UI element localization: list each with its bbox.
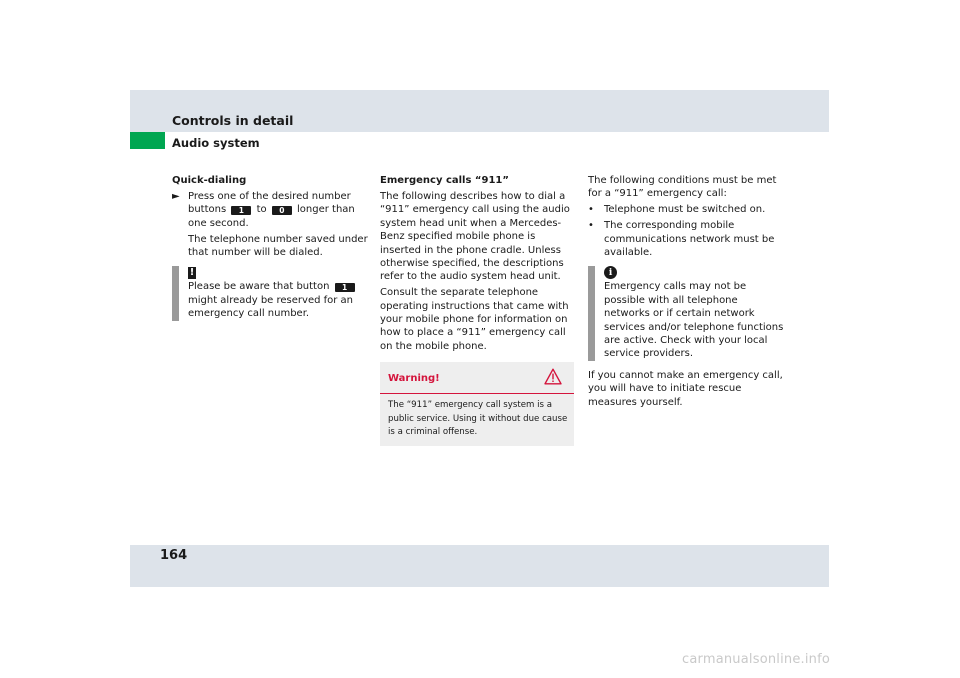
column-conditions: [588, 174, 784, 412]
emergency-paragraph-1: The following describes how to dial a “911” emergency call using the audio system head unit when a Mercedes-Benz specified mobile phone is inserted in the phone cradle. Unless otherwise specified, the descriptions refer to the audio system head unit.: [380, 190, 570, 283]
key-0-icon: 0: [272, 206, 292, 215]
warning-box: [380, 362, 574, 445]
condition-item: [588, 203, 784, 216]
info-bar: [588, 266, 595, 360]
info-box: [588, 266, 784, 360]
section-subtitle: Audio system: [172, 136, 260, 150]
step-text-part2: longer than one second.: [188, 204, 355, 229]
warning-triangle-icon: [544, 368, 562, 385]
notice-text-part2: might already be reserved for an emergency call number.: [188, 294, 354, 320]
page-number: 164: [160, 548, 188, 563]
key-1-icon: 1: [335, 283, 355, 292]
notice-text: [188, 280, 372, 320]
step-text-part1: Press one of the desired number buttons: [188, 190, 351, 216]
section-title: Controls in detail: [172, 113, 294, 128]
key-1-icon: 1: [231, 206, 251, 215]
column-emergency-calls: [380, 174, 576, 446]
notice-box: [172, 266, 372, 320]
notice-text-part1: Please be aware that button: [188, 281, 330, 293]
dot-bullet-icon: •: [588, 204, 594, 216]
notice-bar: [172, 266, 179, 320]
condition-text: The corresponding mobile communications network must be available.: [604, 220, 775, 259]
watermark: carmanualsonline.info: [682, 652, 831, 667]
condition-text: Telephone must be switched on.: [604, 204, 766, 216]
arrow-bullet-icon: ►: [172, 190, 180, 202]
warning-title: Warning!: [388, 373, 440, 385]
dot-bullet-icon: •: [588, 220, 594, 232]
closing-text: If you cannot make an emergency call, you will have to initiate rescue measures yourself.: [588, 369, 783, 408]
info-icon: i: [604, 266, 617, 279]
quick-dialing-step: [172, 190, 372, 230]
exclamation-icon: !: [189, 267, 195, 279]
conditions-intro: The following conditions must be met for a “911” emergency call:: [588, 175, 777, 200]
section-tab-marker: [130, 132, 165, 149]
condition-item: [588, 219, 784, 259]
emergency-paragraph-2: Consult the separate telephone operating instructions that came with your mobile phone for information on how to place a “911” emergency call on the mobile phone.: [380, 287, 569, 352]
warning-header: [380, 362, 574, 394]
emergency-heading: Emergency calls “911”: [380, 175, 509, 186]
step-text-to: to: [256, 204, 267, 216]
warning-text: The “911” emergency call system is a public service. Using it without due cause is a criminal offense.: [388, 400, 568, 438]
info-text: Emergency calls may not be possible with all telephone networks or if certain network services and/or telephone functions are active. Check with your local service providers.: [604, 281, 784, 360]
quick-dialing-step-text: [188, 190, 372, 230]
quick-dialing-result: The telephone number saved under that number will be dialed.: [188, 233, 368, 259]
quick-dialing-heading: Quick-dialing: [172, 175, 247, 186]
column-quick-dialing: [172, 174, 372, 323]
footer-band: [130, 545, 829, 587]
